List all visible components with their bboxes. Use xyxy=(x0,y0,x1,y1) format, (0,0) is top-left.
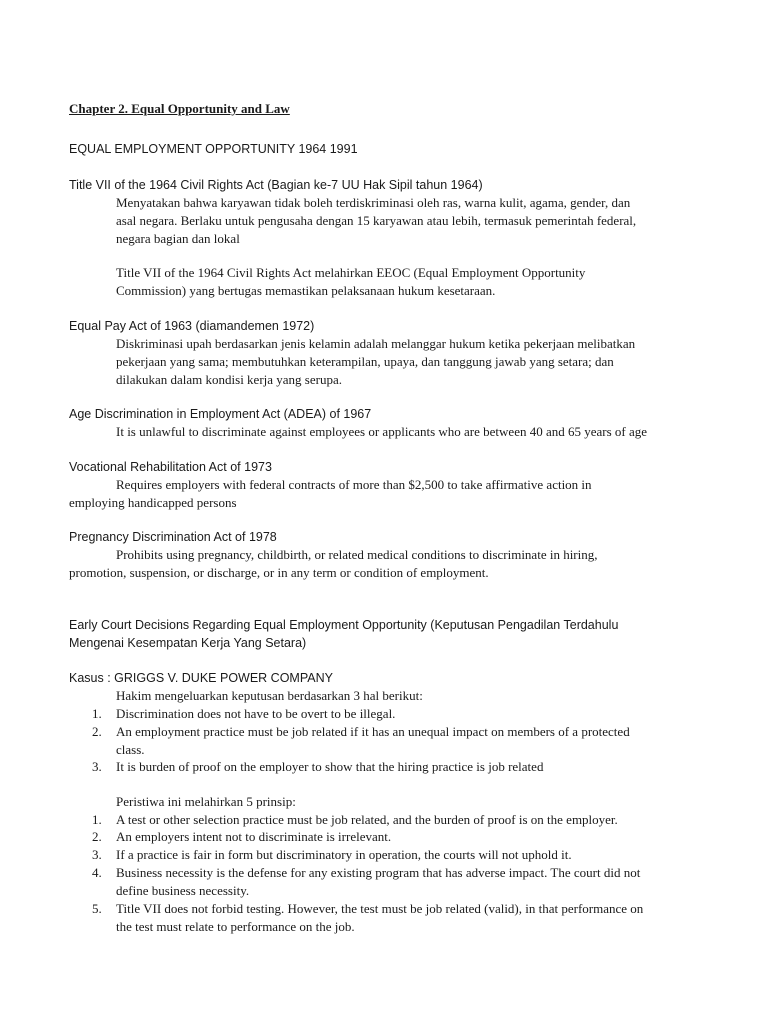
pregnancy-line: promotion, suspension, or discharge, or in any term or condition of employment. xyxy=(69,565,489,580)
list-number: 3. xyxy=(92,759,102,774)
principle-number: 1. xyxy=(92,812,102,827)
pregnancy-line: Prohibits using pregnancy, childbirth, or related medical conditions to discriminate in hiring, xyxy=(116,547,598,562)
vocational-line: Requires employers with federal contracts of more than $2,500 to take affirmative action in xyxy=(116,477,592,492)
early-court-line: Early Court Decisions Regarding Equal Employment Opportunity (Keputusan Pengadilan Terdahulu xyxy=(69,618,619,632)
vocational-heading: Vocational Rehabilitation Act of 1973 xyxy=(69,460,272,474)
principle-line: the test must relate to performance on the job. xyxy=(116,919,355,934)
title-vii-p1-line: negara bagian dan lokal xyxy=(116,231,240,246)
equal-pay-line: pekerjaan yang sama; membutuhkan keterampilan, upaya, dan tanggung jawab yang setara; dan xyxy=(116,354,614,369)
principle-number: 4. xyxy=(92,865,102,880)
equal-pay-line: Diskriminasi upah berdasarkan jenis kelamin adalah melanggar hukum ketika pekerjaan melibatkan xyxy=(116,336,636,351)
chapter-title: Chapter 2. Equal Opportunity and Law xyxy=(69,101,290,116)
principle-line: define business necessity. xyxy=(116,883,250,898)
title-vii-heading: Title VII of the 1964 Civil Rights Act (Bagian ke-7 UU Hak Sipil tahun 1964) xyxy=(69,178,483,192)
title-vii-p2-line: Title VII of the 1964 Civil Rights Act melahirkan EEOC (Equal Employment Opportunity xyxy=(116,265,586,280)
eeo-heading: EQUAL EMPLOYMENT OPPORTUNITY 1964 1991 xyxy=(69,142,358,156)
title-vii-p1-line: asal negara. Berlaku untuk pengusaha dengan 15 karyawan atau lebih, termasuk pemerintah federal, xyxy=(116,213,637,228)
list-item-line: An employment practice must be job related if it has an unequal impact on members of a protected xyxy=(116,724,630,739)
kasus-intro2: Peristiwa ini melahirkan 5 prinsip: xyxy=(116,794,296,809)
list-item-line: Discrimination does not have to be overt to be illegal. xyxy=(116,706,396,721)
principle-line: A test or other selection practice must be job related, and the burden of proof is on the employer. xyxy=(116,812,618,827)
principle-line: Business necessity is the defense for any existing program that has adverse impact. The court did not xyxy=(116,865,641,880)
title-vii-p1-line: Menyatakan bahwa karyawan tidak boleh terdiskriminasi oleh ras, warna kulit, agama, gender, dan xyxy=(116,195,631,210)
list-number: 2. xyxy=(92,724,102,739)
principle-line: If a practice is fair in form but discriminatory in operation, the courts will not uphold it. xyxy=(116,847,572,862)
principle-number: 5. xyxy=(92,901,102,916)
principle-line: Title VII does not forbid testing. However, the test must be job related (valid), in that performance on xyxy=(116,901,644,916)
kasus-heading: Kasus : GRIGGS V. DUKE POWER COMPANY xyxy=(69,671,333,685)
adea-heading: Age Discrimination in Employment Act (ADEA) of 1967 xyxy=(69,407,372,421)
list-item-line: It is burden of proof on the employer to show that the hiring practice is job related xyxy=(116,759,544,774)
list-number: 1. xyxy=(92,706,102,721)
principle-line: An employers intent not to discriminate is irrelevant. xyxy=(116,829,392,844)
list-item-line: class. xyxy=(116,742,145,757)
equal-pay-line: dilakukan dalam kondisi kerja yang serupa. xyxy=(116,372,342,387)
adea-line: It is unlawful to discriminate against employees or applicants who are between 40 and 65 years of age xyxy=(116,424,648,439)
vocational-line: employing handicapped persons xyxy=(69,495,237,510)
principle-number: 3. xyxy=(92,847,102,862)
equal-pay-heading: Equal Pay Act of 1963 (diamandemen 1972) xyxy=(69,319,315,333)
early-court-line: Mengenai Kesempatan Kerja Yang Setara) xyxy=(69,636,307,650)
principle-number: 2. xyxy=(92,829,102,844)
kasus-intro: Hakim mengeluarkan keputusan berdasarkan 3 hal berikut: xyxy=(116,688,423,703)
pregnancy-heading: Pregnancy Discrimination Act of 1978 xyxy=(69,530,277,544)
title-vii-p2-line: Commission) yang bertugas memastikan pelaksanaan hukum kesetaraan. xyxy=(116,283,496,298)
